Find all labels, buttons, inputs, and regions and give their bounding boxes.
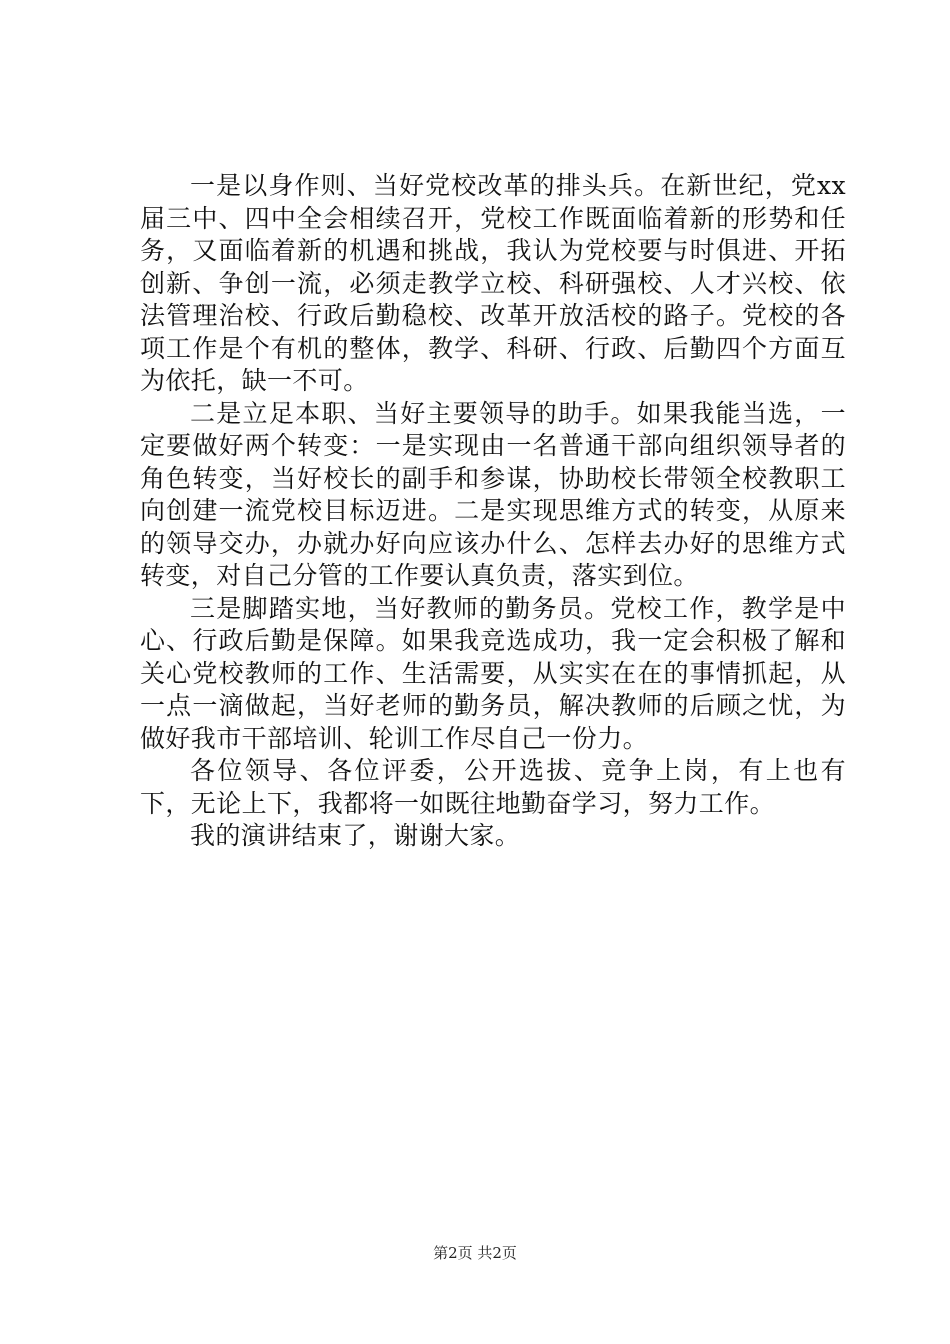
page-number-footer: 第2页 共2页 — [433, 1244, 517, 1262]
document-body — [140, 170, 846, 853]
paragraph-assistant-role: 二是立足本职、当好主要领导的助手。如果我能当选，一定要做好两个转变：一是实现由一名普通干部向组织领导者的角色转变，当好校长的副手和参谋，协助校长带领全校教职工向创建一流党校目标迈进。二是实现思维方式的转变，从原来的领导交办，办就办好向应该办什么、怎样去办好的思维方式转变，对自己分管的工作要认真负责，落实到位。 — [140, 398, 846, 590]
paragraph-commitment: 各位领导、各位评委，公开选拔、竞争上岗，有上也有下，无论上下，我都将一如既往地勤奋学习，努力工作。 — [140, 756, 846, 818]
paragraph-lead-by-example: 一是以身作则、当好党校改革的排头兵。在新世纪，党xx届三中、四中全会相续召开，党校工作既面临着新的形势和任务，又面临着新的机遇和挑战，我认为党校要与时俱进、开拓创新、争创一流，必须走教学立校、科研强校、人才兴校、依法管理治校、行政后勤稳校、改革开放活校的路子。党校的各项工作是个有机的整体，教学、科研、行政、后勤四个方面互为依托，缺一不可。 — [140, 171, 846, 395]
paragraph-closing: 我的演讲结束了，谢谢大家。 — [190, 821, 521, 850]
paragraph-serve-teachers: 三是脚踏实地，当好教师的勤务员。党校工作，教学是中心、行政后勤是保障。如果我竞选成功，我一定会积极了解和关心党校教师的工作、生活需要，从实实在在的事情抓起，从一点一滴做起，当好老师的勤务员，解决教师的后顾之忧，为做好我市干部培训、轮训工作尽自己一份力。 — [140, 593, 846, 753]
